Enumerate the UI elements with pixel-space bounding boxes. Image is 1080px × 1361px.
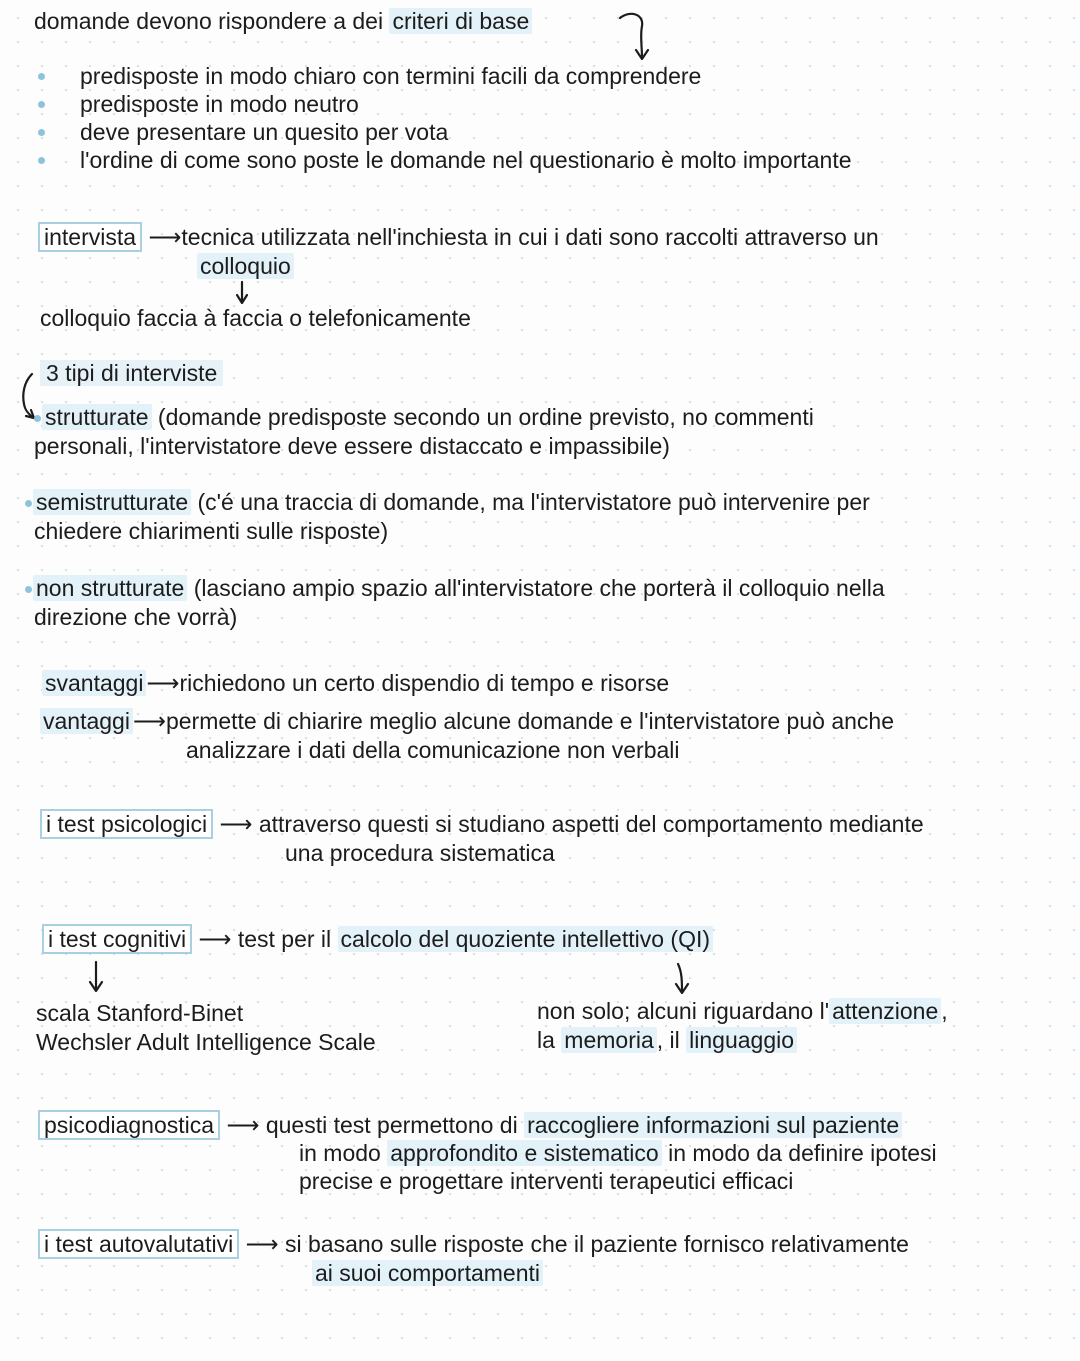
criteria-highlight: criteri di base <box>389 8 532 34</box>
autovalutativi-line2: ai suoi comportamenti <box>312 1259 543 1288</box>
vantaggi-label: vantaggi <box>40 708 133 734</box>
test-psicologici-term: i test psicologici <box>40 809 213 839</box>
bullet-dot <box>38 101 45 108</box>
arrow-down-icon <box>88 960 104 994</box>
psicodiagnostica-line3: precise e progettare interventi terapeutici efficaci <box>299 1168 794 1194</box>
arrow-right-icon: ⟶ <box>132 708 166 734</box>
bullet-dot <box>25 500 32 507</box>
test-cognitivi-term: i test cognitivi <box>42 924 192 954</box>
arrow-right-icon: ⟶ <box>148 224 182 250</box>
vantaggi-row <box>40 707 894 736</box>
test-cognitivi-row: i test cognitivi ⟶ test per il calcolo del quoziente intellettivo (QI) <box>42 925 713 954</box>
cognitivi-right-line2: la memoria , il linguaggio <box>537 1026 797 1055</box>
bullet-dot <box>25 586 32 593</box>
intervista-def-line1: tecnica utilizzata nell'inchiesta in cui i dati sono raccolti attraverso un <box>181 224 879 250</box>
arrow-down-icon <box>234 280 250 306</box>
arrow-right-icon: ⟶ <box>146 670 180 696</box>
criteria-intro-text: domande devono rispondere a dei <box>34 8 384 34</box>
criteria-bullet: l'ordine di come sono poste le domande nel questionario è molto importante <box>80 147 852 173</box>
cognitivi-left-line2: Wechsler Adult Intelligence Scale <box>36 1029 376 1055</box>
curved-arrow-icon <box>618 12 658 64</box>
arrow-right-icon: ⟶ <box>219 811 253 837</box>
svantaggi-row <box>42 669 669 698</box>
criteria-bullet: predisposte in modo neutro <box>80 91 359 117</box>
svantaggi-text: richiedono un certo dispendio di tempo e risorse <box>179 670 670 696</box>
bullet-dot <box>34 415 41 422</box>
vantaggi-line2: analizzare i dati della comunicazione non verbali <box>186 737 680 763</box>
intervista-sub: colloquio faccia à faccia o telefonicamente <box>40 305 471 331</box>
arrow-right-icon: ⟶ <box>198 926 232 952</box>
autovalutativi-term: i test autovalutativi <box>38 1229 239 1259</box>
criteria-bullet: deve presentare un quesito per vota <box>80 119 449 145</box>
tipi-title: 3 tipi di interviste <box>40 359 223 388</box>
autovalutativi-line1: si basano sulle risposte che il paziente fornisco relativamente <box>284 1231 909 1257</box>
arrow-down-icon <box>674 962 690 996</box>
tipo-strutturate: strutturate (domande predisposte secondo un ordine previsto, no commenti <box>34 403 814 432</box>
criteria-bullet: predisposte in modo chiaro con termini facili da comprendere <box>80 63 702 89</box>
tipo-semistrutturate-line2: chiedere chiarimenti sulle risposte) <box>34 518 389 544</box>
intervista-term: intervista <box>38 222 142 252</box>
intervista-row <box>38 223 879 252</box>
arrow-right-icon: ⟶ <box>245 1231 279 1257</box>
autovalutativi-row <box>38 1230 909 1259</box>
bullet-dot <box>38 129 45 136</box>
cognitivi-left-line1: scala Stanford-Binet <box>36 1000 244 1026</box>
test-psicologici-row <box>40 810 924 839</box>
tipo-non-strutturate-line2: direzione che vorrà) <box>34 604 238 630</box>
test-psicologici-line1: attraverso questi si studiano aspetti del comportamento mediante <box>258 811 924 837</box>
vantaggi-line1: permette di chiarire meglio alcune domande e l'intervistatore può anche <box>165 708 894 734</box>
psicodiagnostica-term: psicodiagnostica <box>38 1110 220 1140</box>
psicodiagnostica-line2: in modo approfondito e sistematico in modo da definire ipotesi <box>299 1140 937 1166</box>
cognitivi-right-line1: non solo; alcuni riguardano l' attenzione , <box>537 998 948 1024</box>
tipo-semistrutturate: semistrutturate (c'é una traccia di domande, ma l'intervistatore può intervenire per <box>25 488 870 517</box>
test-psicologici-line2: una procedura sistematica <box>285 840 555 866</box>
intervista-def-line2: colloquio <box>197 252 294 281</box>
arrow-right-icon: ⟶ <box>226 1112 260 1138</box>
psicodiagnostica-row: psicodiagnostica ⟶ questi test permettono di raccogliere informazioni sul paziente <box>38 1111 902 1140</box>
bullet-dot <box>38 157 45 164</box>
qi-highlight: calcolo del quoziente intellettivo (QI) <box>338 926 713 952</box>
svantaggi-label: svantaggi <box>42 670 146 696</box>
bullet-dot <box>38 73 45 80</box>
criteria-intro <box>34 7 532 36</box>
tipo-strutturate-line2: personali, l'intervistatore deve essere distaccato e impassibile) <box>34 433 670 459</box>
tipo-non-strutturate: non strutturate (lasciano ampio spazio all'intervistatore che porterà il colloquio nella <box>25 574 885 603</box>
